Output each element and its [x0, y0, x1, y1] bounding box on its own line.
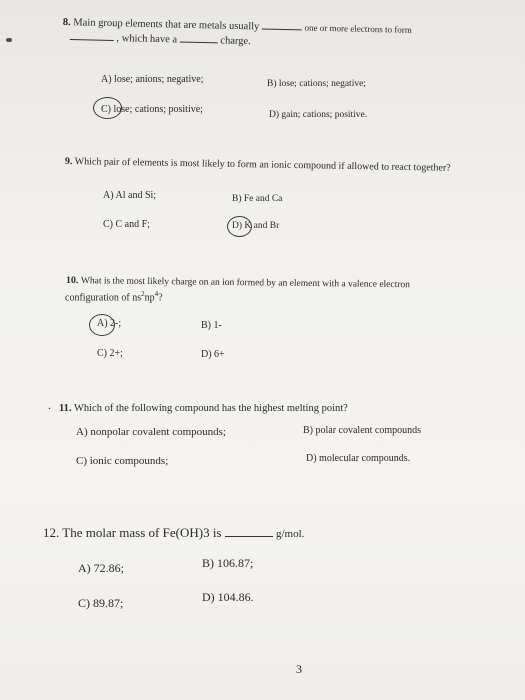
question-text: np	[144, 292, 155, 304]
question-number: 9.	[64, 155, 73, 168]
question-text: charge.	[220, 35, 251, 48]
selected-answer-circle	[93, 97, 122, 119]
option-11b[interactable]: B) polar covalent compounds	[303, 425, 422, 436]
question-text: configuration of ns	[65, 292, 142, 304]
question-text: g/mol.	[275, 528, 305, 540]
selected-answer-circle	[89, 314, 115, 336]
option-8d[interactable]: D) gain; cations; positive.	[269, 110, 368, 120]
option-12a[interactable]: A) 72.86;	[78, 561, 124, 575]
question-8-line2	[70, 31, 251, 48]
option-12b[interactable]: B) 106.87;	[202, 556, 254, 570]
question-text: one or more electrons to form	[304, 22, 412, 35]
superscript: 4	[154, 290, 159, 298]
option-11a[interactable]: A) nonpolar covalent compounds;	[76, 426, 226, 438]
question-text: What is the most likely charge on an ion formed by an element with a valence electron	[80, 276, 410, 291]
stray-mark: .	[48, 398, 51, 412]
question-number: 8.	[62, 16, 71, 29]
selected-answer-circle	[227, 216, 252, 237]
option-8a[interactable]: A) lose; anions; negative;	[101, 74, 204, 85]
option-10c[interactable]: C) 2+;	[97, 348, 123, 359]
option-12d[interactable]: D) 104.86.	[202, 590, 254, 604]
option-10a[interactable]: A) 2-;	[97, 318, 122, 329]
question-12	[43, 525, 304, 542]
question-text: Which pair of elements is most likely to form an ionic compound if allowed to react together?	[74, 156, 451, 174]
option-9b[interactable]: B) Fe and Ca	[232, 194, 283, 204]
question-number: 10.	[65, 274, 79, 287]
answer-blank	[180, 41, 218, 43]
option-8c[interactable]: C) lose; cations; positive;	[101, 104, 203, 115]
option-12c[interactable]: C) 89.87;	[78, 596, 124, 610]
question-number: 12.	[43, 525, 60, 540]
question-text: , which have a	[116, 33, 178, 46]
page-number: 3	[296, 662, 302, 676]
question-text: The molar mass of Fe(OH)3 is	[62, 525, 222, 540]
option-10d[interactable]: D) 6+	[201, 349, 225, 360]
superscript: 2	[141, 290, 145, 298]
question-text: Which of the following compound has the highest melting point?	[73, 403, 348, 414]
binder-hole-mark	[6, 38, 12, 42]
question-11	[59, 402, 348, 415]
question-number: 11.	[59, 403, 72, 414]
option-11c[interactable]: C) ionic compounds;	[76, 455, 169, 467]
option-9d[interactable]: D) K and Br	[232, 221, 280, 231]
question-text: ?	[158, 292, 163, 304]
question-text: Main group elements that are metals usually	[73, 17, 260, 33]
answer-blank	[225, 536, 273, 537]
option-11d[interactable]: D) molecular compounds.	[306, 453, 411, 464]
option-8b[interactable]: B) lose; cations; negative;	[267, 79, 366, 89]
question-9	[65, 155, 451, 175]
option-9c[interactable]: C) C and F;	[103, 219, 150, 230]
question-10-line2	[65, 288, 163, 304]
option-9a[interactable]: A) Al and Si;	[103, 190, 157, 201]
option-10b[interactable]: B) 1-	[201, 320, 222, 331]
answer-blank	[70, 39, 114, 41]
answer-blank	[262, 29, 302, 31]
